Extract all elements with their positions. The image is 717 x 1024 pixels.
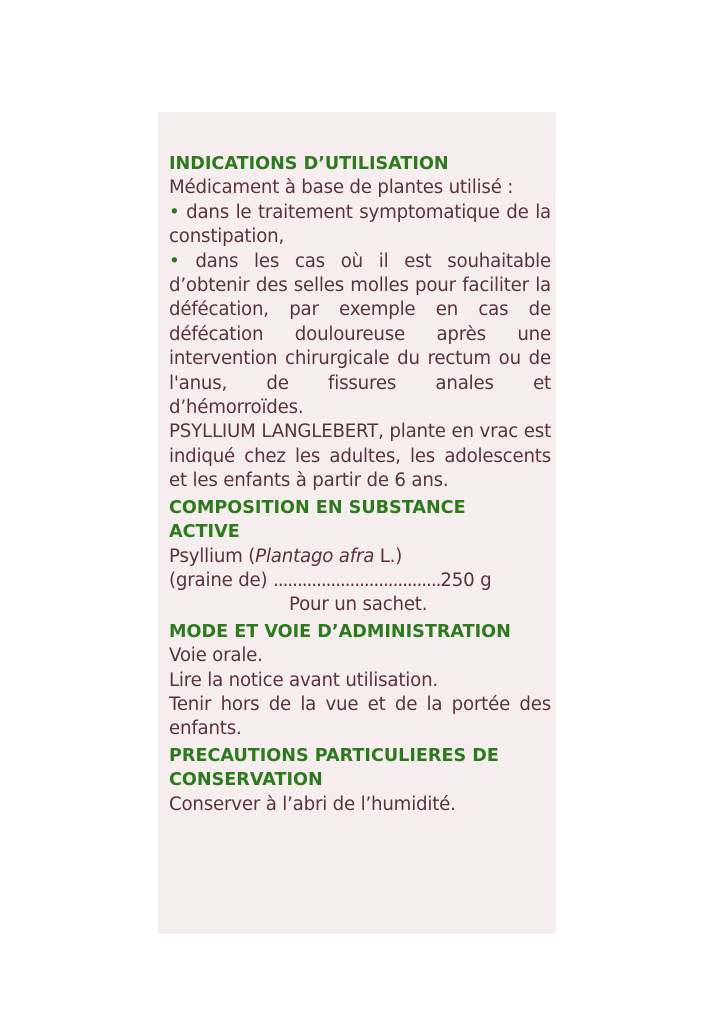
composition-substance [169, 545, 551, 569]
dot-leader: ................................... [273, 569, 441, 591]
indications-bullet-2 [169, 250, 551, 421]
composition-per-unit: Pour un sachet. [289, 594, 428, 616]
conservation-text: Conserver à l’abri de l’humidité. [169, 793, 456, 815]
leaflet-content [169, 152, 551, 817]
administration-line-2: Lire la notice avant utilisation. [169, 669, 438, 691]
composition-heading-line-2: ACTIVE [169, 522, 240, 543]
bullet-icon: • [169, 201, 180, 223]
bullet-2-text: dans les cas où il est souhaitable d’obtenir des selles molles pour faciliter la défécation, par exemple en cas de défécation douloureuse après une intervention chirurgicale du rectum ou de l'anus, de fissures anales et d’hémorroïdes. [169, 250, 551, 419]
administration-line-3: Tenir hors de la vue et de la portée des enfants. [169, 693, 551, 740]
substance-latin-name: Plantago afra [255, 545, 375, 567]
amount-value: 250 g [440, 569, 492, 591]
bullet-1-text: dans le traitement symptomatique de la constipation, [169, 201, 551, 248]
conservation-heading-line-1: PRECAUTIONS PARTICULIERES DE [169, 745, 499, 766]
part-label: (graine de) [169, 569, 274, 591]
composition-amount-line [169, 569, 551, 593]
composition-heading-line-1: COMPOSITION EN SUBSTANCE [169, 497, 466, 518]
administration-heading: MODE ET VOIE D’ADMINISTRATION [169, 621, 511, 642]
indications-audience: PSYLLIUM LANGLEBERT, plante en vrac est indiqué chez les adultes, les adolescents et les enfants à partir de 6 ans. [169, 421, 551, 492]
bullet-icon: • [169, 250, 180, 272]
conservation-heading [169, 744, 551, 793]
administration-line-1: Voie orale. [169, 645, 263, 667]
leaflet-panel [158, 112, 556, 934]
conservation-heading-line-2: CONSERVATION [169, 770, 323, 791]
substance-suffix: L.) [374, 545, 403, 567]
composition-heading [169, 496, 551, 545]
indications-heading: INDICATIONS D’UTILISATION [169, 154, 449, 174]
indications-intro: Médicament à base de plantes utilisé : [169, 177, 514, 199]
indications-bullet-1 [169, 201, 551, 250]
substance-prefix: Psyllium ( [169, 545, 256, 567]
